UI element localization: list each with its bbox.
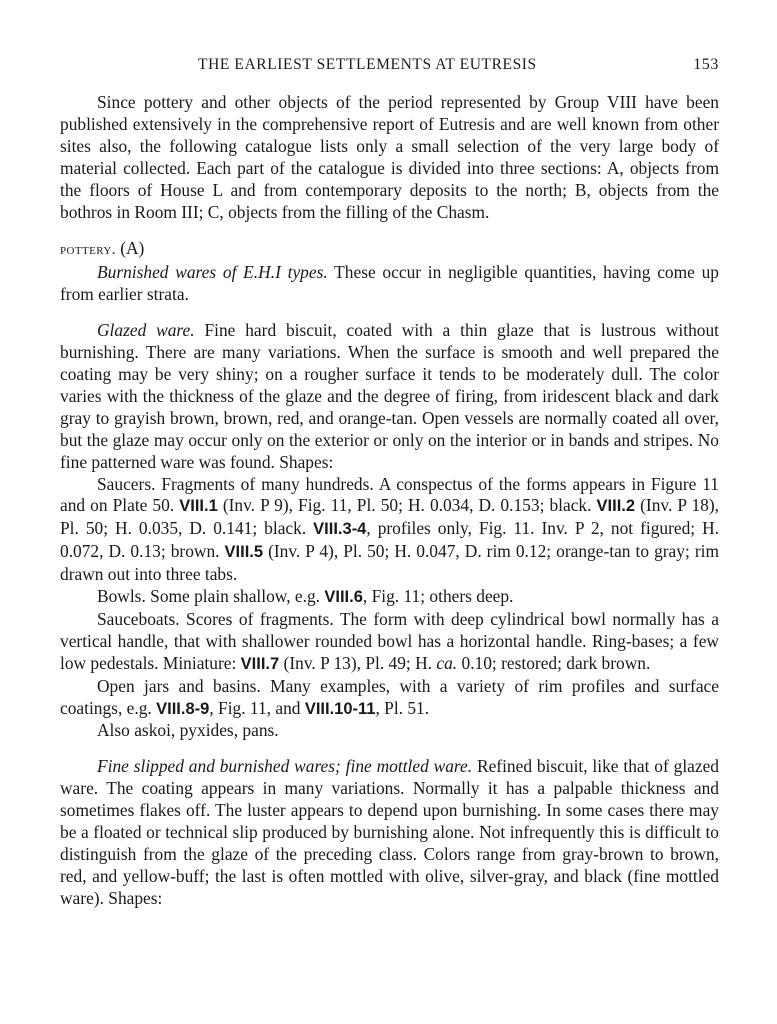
sauceboats-text-1: Sauceboats. Scores of fragments. The form with deep cylindrical bowl normally has a vertical handle, that with shallower rounded bowl has a horizontal handle. Ring-bases; a few low pedestals. Miniature: (60, 608, 719, 673)
bowls-text-2: , Fig. 11; others deep. (362, 586, 514, 607)
also-entry: Also askoi, pyxides, pans. (97, 720, 279, 741)
slipped-text: Refined biscuit, like that of glazed ware. The coating appears in many variations. Normally it has a palpable thickness and sometimes flakes off. The luster appears to depend upon burnishing. In some cases there may be a floated or technical slip produced by burnishing alone. Not infrequently this is difficult to distinguish from the glaze of the preceding class. Colors range from gray-brown to brown, red, and yellow-buff; the last is often mottled with olive, silver-gray, and black (fine mottled ware). Shapes: (60, 756, 719, 908)
sauceboats-text-2: (Inv. P 13), Pl. 49; H. (283, 652, 433, 673)
bowls-entry (60, 586, 719, 609)
glazed-title: Glazed ware. (97, 320, 195, 341)
section-heading-label: pottery. (60, 242, 116, 259)
burnished-text: These occur in negligible quantities, having come up from earlier strata. (60, 262, 720, 305)
section-heading-marker: (A) (120, 238, 145, 259)
slipped-title: Fine slipped and burnished wares; fine mottled ware. (97, 756, 473, 777)
body-text (60, 92, 719, 910)
jars-entry (60, 676, 719, 721)
sauceboats-entry (60, 609, 719, 676)
circa-abbrev: ca. (436, 652, 458, 673)
catalogue-number: VIII.7 (240, 654, 280, 673)
saucers-entry (60, 474, 719, 587)
catalogue-number: VIII.6 (324, 588, 363, 607)
saucers-text-4: , profiles only, Fig. 11. Inv. P 2, not figured; H. 0.072, D. 0.13; brown. (60, 518, 720, 562)
burnished-title: Burnished wares of E.H.I types. (97, 262, 328, 283)
catalogue-number: VIII.2 (596, 497, 636, 516)
glazed-text: Fine hard biscuit, coated with a thin glaze that is lustrous without burnishing. There are many variations. When the surface is smooth and well prepared the coating may be very shiny; on a rougher surface it tends to be moderately dull. The color varies with the thickness of the glaze and the degree of firing, from iridescent black and dark gray to grayish brown, brown, red, and orange-tan. Open vessels are normally coated all over, but the glaze may occur only on the exterior or only on the interior or in bands and stripes. No fine patterned ware was found. Shapes: (60, 320, 719, 472)
running-head (60, 56, 719, 80)
catalogue-number: VIII.8-9 (156, 699, 210, 718)
saucers-text-2: (Inv. P 9), Fig. 11, Pl. 50; H. 0.034, D. 0.153; black. (222, 495, 592, 516)
catalogue-number: VIII.1 (179, 497, 218, 516)
catalogue-number: VIII.3-4 (313, 520, 367, 539)
sauceboats-text-3: 0.10; restored; dark brown. (461, 652, 651, 673)
intro-paragraph: Since pottery and other objects of the period represented by Group VIII have been published extensively in the comprehensive report of Eutresis and are well known from other sites also, the following catalogue lists only a small selection of the very large body of material collected. Each part of the catalogue is divided into three sections: A, objects from the floors of House L and from contemporary deposits to the north; B, objects from the bothros in Room III; C, objects from the filling of the Chasm. (60, 92, 719, 222)
catalogue-number: VIII.5 (224, 543, 264, 562)
saucers-text-1: Saucers. Fragments of many hundreds. A conspectus of the forms appears in Figure 11 and on Plate 50. (60, 473, 719, 516)
burnished-paragraph (60, 262, 719, 306)
saucers-text-5: (Inv. P 4), Pl. 50; H. 0.047, D. rim 0.12; orange-tan to gray; rim drawn out into three tabs. (60, 541, 719, 585)
jars-text-3: , Pl. 51. (375, 697, 430, 718)
saucers-text-3: (Inv. P 18), Pl. 50; H. 0.035, D. 0.141; black. (60, 495, 719, 539)
section-heading (60, 238, 719, 262)
slipped-paragraph (60, 756, 719, 909)
page-number: 153 (693, 56, 719, 73)
jars-text-1: Open jars and basins. Many examples, with a variety of rim profiles and surface coatings, e.g. (60, 675, 719, 718)
catalogue-number: VIII.10-11 (304, 699, 376, 718)
jars-text-2: , Fig. 11, and (209, 697, 301, 718)
bowls-text-1: Bowls. Some plain shallow, e.g. (97, 586, 321, 607)
glazed-paragraph (60, 320, 719, 473)
running-title: THE EARLIEST SETTLEMENTS AT EUTRESIS (198, 56, 537, 73)
